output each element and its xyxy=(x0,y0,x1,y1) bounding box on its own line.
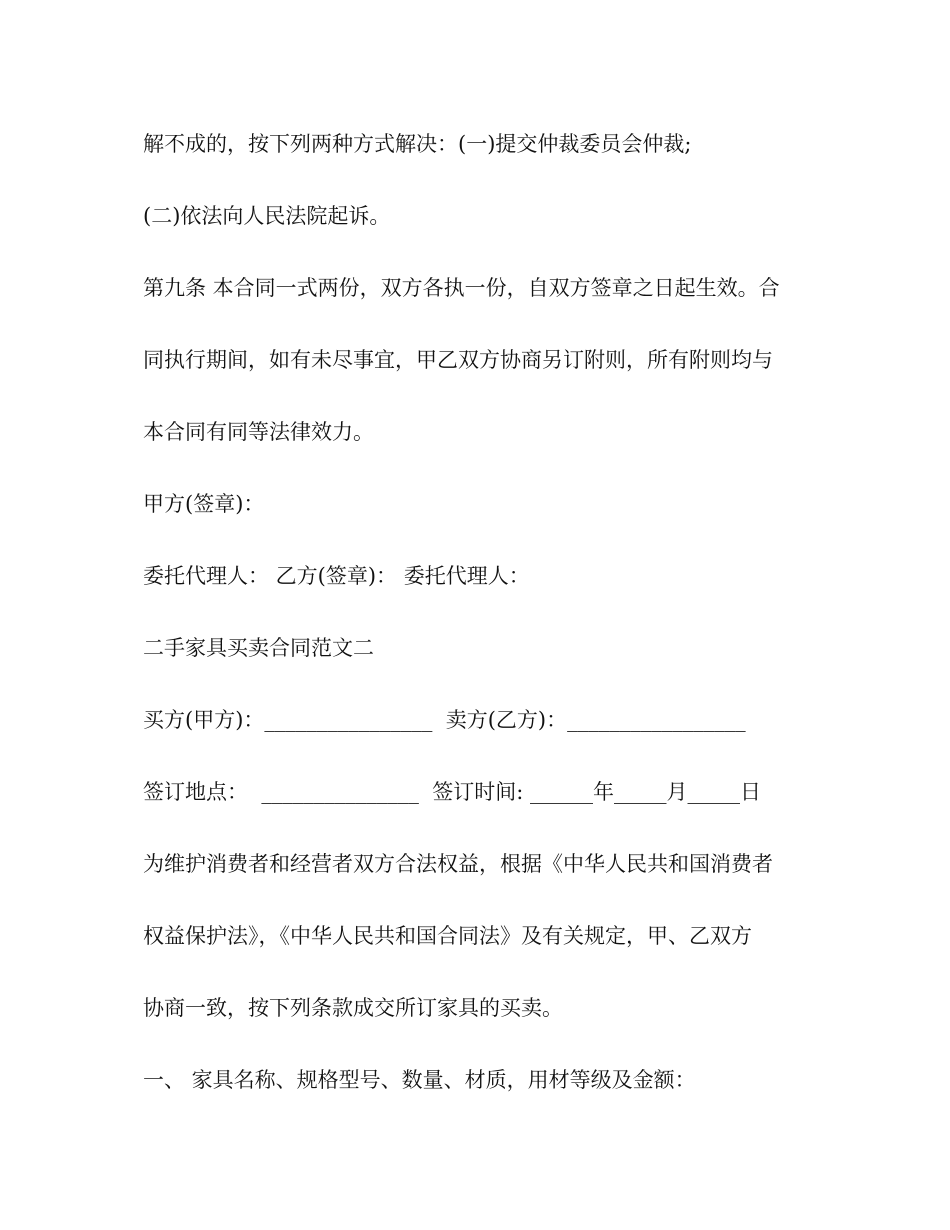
text-line: 同执行期间，如有未尽事宜，甲乙双方协商另订附则，所有附则均与 xyxy=(143,348,773,372)
section-title: 二手家具买卖合同范文二 xyxy=(143,636,374,660)
text-line: 权益保护法》，《中华人民共和国合同法》及有关规定，甲、乙双方 xyxy=(143,924,752,948)
text-line: 本合同有同等法律效力。 xyxy=(143,420,374,444)
text-line: 协商一致，按下列条款成交所订家具的买卖。 xyxy=(143,996,563,1020)
text-line: 一、 家具名称、规格型号、数量、材质，用材等级及金额： xyxy=(143,1068,696,1092)
text-line: 为维护消费者和经营者双方合法权益，根据《中华人民共和国消费者 xyxy=(143,852,773,876)
text-line: 委托代理人： 乙方(签章)： 委托代理人： xyxy=(143,564,530,588)
text-line: 解不成的，按下列两种方式解决：(一)提交仲裁委员会仲裁; xyxy=(143,132,692,156)
text-line: 甲方(签章)： xyxy=(143,492,265,516)
text-line: 买方(甲方)：________________ 卖方(乙方)：_________________ xyxy=(143,708,746,732)
text-line: (二)依法向人民法院起诉。 xyxy=(143,204,391,228)
text-line: 第九条 本合同一式两份，双方各执一份，自双方签章之日起生效。合 xyxy=(143,276,780,300)
text-line: 签订地点： _______________ 签订时间: ______年_____月_____日 xyxy=(143,780,761,804)
